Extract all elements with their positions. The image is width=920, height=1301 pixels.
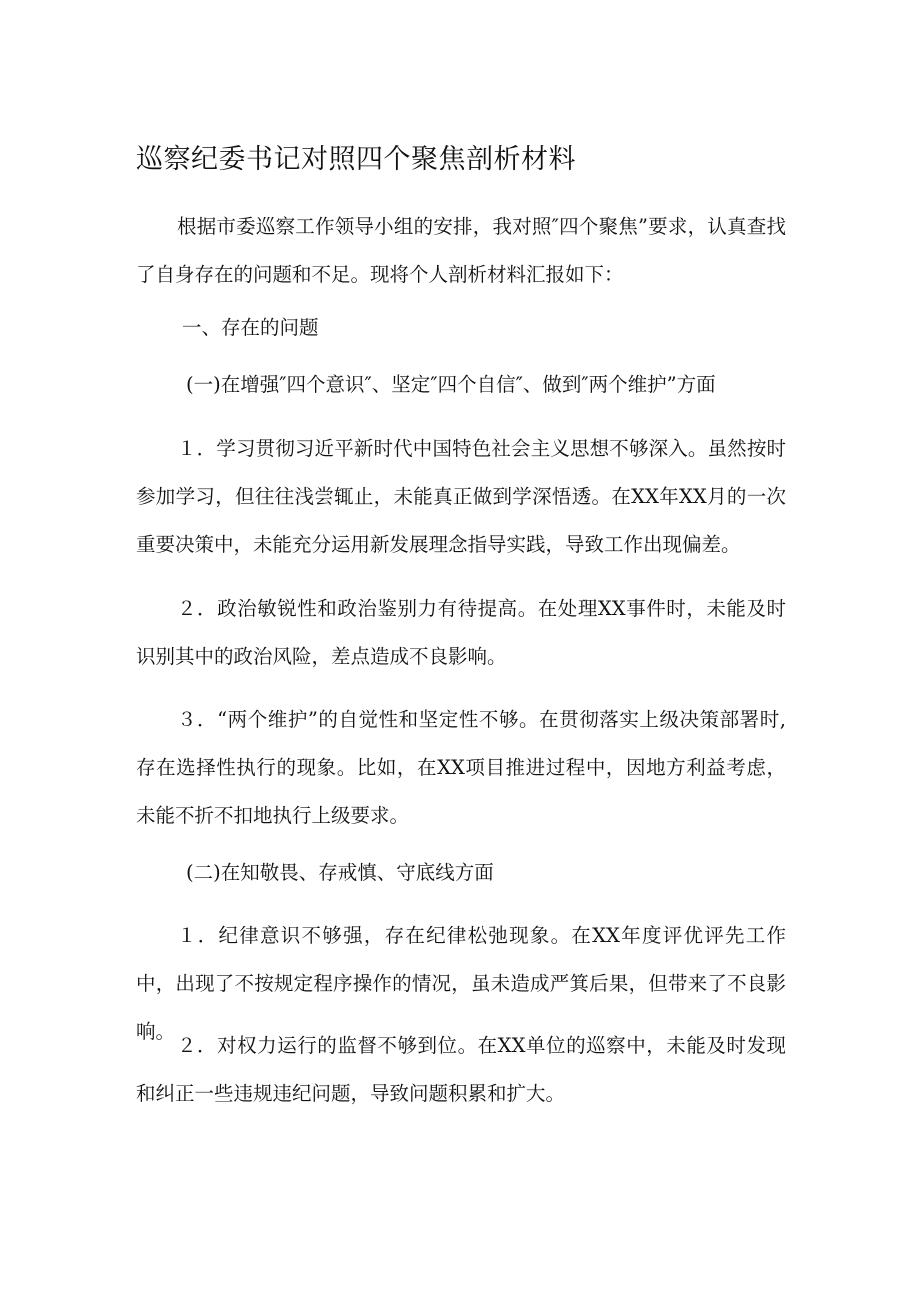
list-item: １．学习贯彻习近平新时代中国特色社会主义思想不够深入。虽然按时参加学习，但往往浅尝辄止，未能真正做到学深悟透。在XX年XX月的一次重要决策中，未能充分运用新发展理念指导实践，导致工作出现偏差。 — [136, 437, 786, 556]
intro-paragraph: 根据市委巡察工作领导小组的安排，我对照″四个聚焦”要求，认真查找了自身存在的问题和不足。现将个人剖析材料汇报如下： — [136, 215, 786, 286]
list-item: ３．“两个维护”的自觉性和坚定性不够。在贯彻落实上级决策部署时,存在选择性执行的现象。比如，在XX项目推进过程中，因地方利益考虑，未能不折不扣地执行上级要求。 — [136, 708, 786, 827]
subsection-heading-2: (二)在知敬畏、存戒慎、守底线方面 — [186, 861, 494, 884]
list-item: ２．对权力运行的监督不够到位。在XX单位的巡察中，未能及时发现和纠正一些违规违纪问题，导致问题积累和扩大。 — [136, 1034, 786, 1105]
list-item: １．纪律意识不够强，存在纪律松弛现象。在XX年度评优评先工作中，出现了不按规定程序操作的情况，虽未造成严箕后果，但带来了不良影响。 — [136, 924, 786, 1043]
list-item: ２．政治敏锐性和政治鉴别力有待提高。在处理XX事件时，未能及时识别其中的政治风险，差点造成不良影响。 — [136, 597, 786, 668]
section-heading-problems: 一、存在的问题 — [182, 316, 319, 339]
subsection-heading-1: (一)在增强″四个意识″、坚定″四个自信″、做到″两个维护”方面 — [186, 373, 716, 396]
document-title: 巡察纪委书记对照四个聚焦剖析材料 — [136, 144, 576, 175]
